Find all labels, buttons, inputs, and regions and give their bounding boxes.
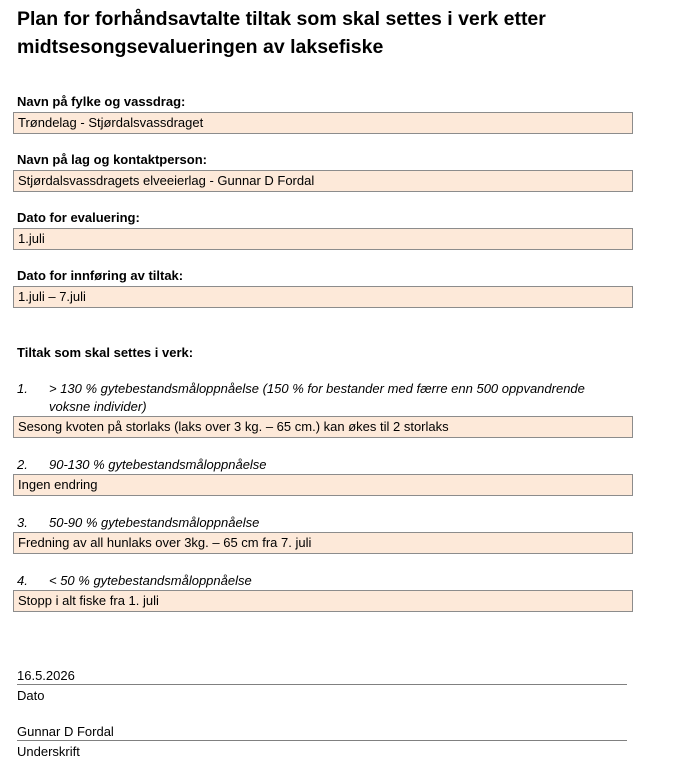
implementation-date-field[interactable]: 1.juli – 7.juli	[13, 286, 633, 308]
county-watercourse-field[interactable]: Trøndelag - Stjørdalsvassdraget	[13, 112, 633, 134]
measure-1-condition	[17, 380, 617, 416]
measure-1-condition-text: > 130 % gytebestandsmåloppnåelse (150 % for bestander med færre enn 500 oppvandrende	[49, 381, 585, 396]
measure-1-number: 1.	[17, 381, 28, 396]
measure-2-condition	[17, 456, 617, 474]
signature-date-line	[17, 684, 627, 685]
team-contact-field[interactable]: Stjørdalsvassdragets elveeierlag - Gunnar D Fordal	[13, 170, 633, 192]
measure-4-condition	[17, 572, 617, 590]
field-label-implementation-date: Dato for innføring av tiltak:	[17, 268, 184, 283]
field-label-county-watercourse: Navn på fylke og vassdrag:	[17, 94, 186, 109]
measure-3-condition-text: 50-90 % gytebestandsmåloppnåelse	[49, 515, 260, 530]
field-label-team-contact: Navn på lag og kontaktperson:	[17, 152, 207, 167]
signature-name-caption: Underskrift	[17, 744, 80, 759]
measures-heading: Tiltak som skal settes i verk:	[17, 345, 194, 360]
measure-2-condition-text: 90-130 % gytebestandsmåloppnåelse	[49, 457, 267, 472]
measure-4-condition-text: < 50 % gytebestandsmåloppnåelse	[49, 573, 252, 588]
signature-date-caption: Dato	[17, 688, 45, 703]
measure-1-field[interactable]: Sesong kvoten på storlaks (laks over 3 kg. – 65 cm.) kan økes til 2 storlaks	[13, 416, 633, 438]
evaluation-date-field[interactable]: 1.juli	[13, 228, 633, 250]
document-title: Plan for forhåndsavtalte tiltak som skal settes i verk etter midtsesongsevalueringen av laksefiske	[17, 8, 546, 58]
measure-2-number: 2.	[17, 457, 28, 472]
field-label-evaluation-date: Dato for evaluering:	[17, 210, 140, 225]
measure-3-condition	[17, 514, 617, 532]
measure-1-condition-cont: voksne individer)	[49, 399, 147, 414]
signature-name-line	[17, 740, 627, 741]
measure-3-field[interactable]: Fredning av all hunlaks over 3kg. – 65 cm fra 7. juli	[13, 532, 633, 554]
measure-4-field[interactable]: Stopp i alt fiske fra 1. juli	[13, 590, 633, 612]
signature-name-value[interactable]: Gunnar D Fordal	[17, 724, 114, 739]
measure-4-number: 4.	[17, 573, 28, 588]
measure-2-field[interactable]: Ingen endring	[13, 474, 633, 496]
measure-3-number: 3.	[17, 515, 28, 530]
signature-date-value[interactable]: 16.5.2026	[17, 668, 75, 683]
